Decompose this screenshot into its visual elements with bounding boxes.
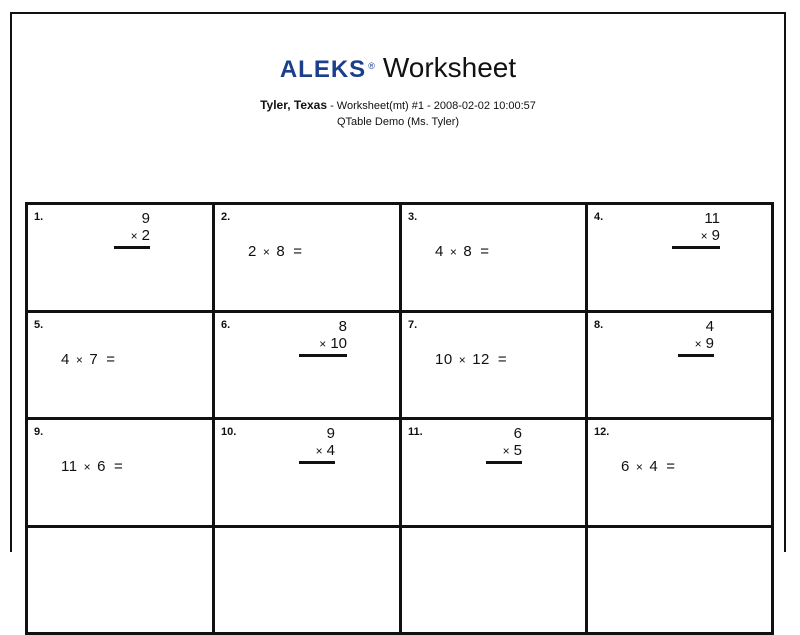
problem-number: 10. xyxy=(221,426,236,438)
problem-number: 1. xyxy=(34,211,43,223)
bottom-row xyxy=(114,227,150,245)
operand-a: 4 xyxy=(435,243,444,260)
answer-rule xyxy=(486,461,522,464)
operator-icon: × xyxy=(459,353,467,367)
bottom-operand: 9 xyxy=(706,335,714,352)
problem-cell[interactable] xyxy=(588,420,774,528)
problem-cell[interactable] xyxy=(28,420,215,528)
problem-number: 8. xyxy=(594,319,603,331)
equals-sign: = xyxy=(114,458,123,475)
bottom-row xyxy=(299,335,347,353)
inline-expression xyxy=(61,351,115,368)
operand-a: 2 xyxy=(248,243,257,260)
top-operand: 8 xyxy=(299,318,347,335)
answer-rule xyxy=(299,354,347,357)
problem-cell[interactable] xyxy=(588,205,774,313)
stacked-expression xyxy=(678,318,714,357)
problem-cell[interactable] xyxy=(28,205,215,313)
multiply-icon: × xyxy=(316,444,323,458)
problem-cell[interactable] xyxy=(402,420,588,528)
stacked-expression xyxy=(299,318,347,357)
stacked-expression xyxy=(114,210,150,249)
operator-icon: × xyxy=(263,245,271,259)
operand-b: 6 xyxy=(97,458,106,475)
multiply-icon: × xyxy=(695,337,702,351)
top-operand: 9 xyxy=(299,425,335,442)
worksheet-info-line xyxy=(12,98,784,112)
page-title: Worksheet xyxy=(383,52,516,84)
worksheet-header xyxy=(12,52,784,128)
inline-expression xyxy=(61,458,123,475)
inline-expression xyxy=(621,458,675,475)
problem-cell[interactable] xyxy=(28,313,215,421)
problem-cell[interactable] xyxy=(215,313,402,421)
bottom-row xyxy=(672,227,720,245)
problem-number: 3. xyxy=(408,211,417,223)
problem-number: 5. xyxy=(34,319,43,331)
stacked-expression xyxy=(299,425,335,464)
stacked-expression xyxy=(672,210,720,249)
operand-a: 10 xyxy=(435,351,453,368)
location-label: Tyler, Texas xyxy=(260,98,327,112)
problem-cell[interactable] xyxy=(28,528,215,635)
problem-number: 4. xyxy=(594,211,603,223)
equals-sign: = xyxy=(293,243,302,260)
multiply-icon: × xyxy=(319,337,326,351)
problem-cell[interactable] xyxy=(588,313,774,421)
multiply-icon: × xyxy=(503,444,510,458)
bottom-operand: 2 xyxy=(142,227,150,244)
answer-rule xyxy=(672,246,720,249)
top-operand: 4 xyxy=(678,318,714,335)
top-operand: 9 xyxy=(114,210,150,227)
operand-b: 8 xyxy=(463,243,472,260)
bottom-row xyxy=(486,442,522,460)
operand-b: 8 xyxy=(276,243,285,260)
title-line xyxy=(12,52,784,86)
problem-cell[interactable] xyxy=(215,528,402,635)
answer-rule xyxy=(114,246,150,249)
inline-expression xyxy=(435,351,507,368)
equals-sign: = xyxy=(106,351,115,368)
multiply-icon: × xyxy=(131,229,138,243)
problem-number: 7. xyxy=(408,319,417,331)
operand-b: 12 xyxy=(472,351,490,368)
operand-a: 4 xyxy=(61,351,70,368)
operator-icon: × xyxy=(450,245,458,259)
bottom-operand: 4 xyxy=(327,442,335,459)
operator-icon: × xyxy=(636,460,644,474)
bottom-operand: 10 xyxy=(330,335,347,352)
equals-sign: = xyxy=(480,243,489,260)
multiply-icon: × xyxy=(701,229,708,243)
bottom-row xyxy=(678,335,714,353)
inline-expression xyxy=(248,243,302,260)
equals-sign: = xyxy=(498,351,507,368)
problem-number: 6. xyxy=(221,319,230,331)
problem-number: 11. xyxy=(408,426,423,438)
equals-sign: = xyxy=(666,458,675,475)
stacked-expression xyxy=(486,425,522,464)
problem-cell[interactable] xyxy=(215,420,402,528)
bottom-operand: 5 xyxy=(514,442,522,459)
answer-rule xyxy=(678,354,714,357)
problem-cell[interactable] xyxy=(588,528,774,635)
bottom-operand: 9 xyxy=(712,227,720,244)
top-operand: 6 xyxy=(486,425,522,442)
registered-mark-icon: ® xyxy=(368,61,375,71)
operand-a: 6 xyxy=(621,458,630,475)
class-info: QTable Demo (Ms. Tyler) xyxy=(12,116,784,128)
aleks-logo: ALEKS xyxy=(280,56,366,84)
bottom-row xyxy=(299,442,335,460)
inline-expression xyxy=(435,243,489,260)
worksheet-info: - Worksheet(mt) #1 - 2008-02-02 10:00:57 xyxy=(327,100,536,112)
problem-number: 2. xyxy=(221,211,230,223)
problem-number: 9. xyxy=(34,426,43,438)
problem-cell[interactable] xyxy=(402,528,588,635)
problem-cell[interactable] xyxy=(402,205,588,313)
operand-b: 4 xyxy=(649,458,658,475)
problems-grid xyxy=(25,202,774,635)
top-operand: 11 xyxy=(672,210,720,227)
operand-a: 11 xyxy=(61,458,78,475)
problem-cell[interactable] xyxy=(402,313,588,421)
operator-icon: × xyxy=(76,353,84,367)
operator-icon: × xyxy=(84,460,92,474)
answer-rule xyxy=(299,461,335,464)
problem-number: 12. xyxy=(594,426,609,438)
operand-b: 7 xyxy=(89,351,98,368)
problem-cell[interactable] xyxy=(215,205,402,313)
